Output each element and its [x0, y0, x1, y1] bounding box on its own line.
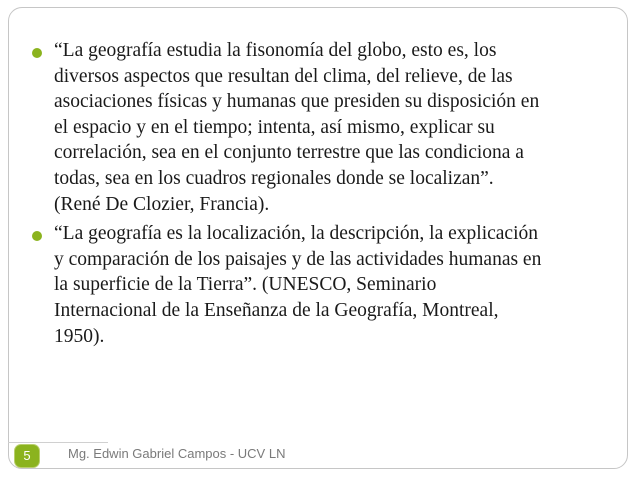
bullet-item-2	[30, 221, 620, 349]
bullet-text: “La geografía estudia la fisonomía del globo, esto es, los diversos aspectos que resultan del clima, del relieve, de las asociaciones físicas y humanas que presiden su disposición en el espacio y en el tiempo; intenta, así mismo, explicar su correlación, sea en el conjunto terrestre que las condiciona a todas, sea en los cuadros regionales donde se localizan”. (René De Clozier, Francia).	[54, 40, 540, 215]
page-number-badge: 5	[14, 444, 40, 468]
bullet-text: “La geografía es la localización, la descripción, la explicación y comparación de los paisajes y de las actividades humanas en la superficie de la Tierra”. (UNESCO, Seminario Internacional de la Enseñanza de la Geografía, Montreal, 1950).	[54, 223, 542, 347]
bullet-dot-icon	[32, 231, 42, 241]
footer-author: Mg. Edwin Gabriel Campos - UCV LN	[68, 446, 286, 461]
bullet-item-1	[30, 38, 620, 217]
footer-divider	[8, 442, 108, 443]
bullet-dot-icon	[32, 48, 42, 58]
slide-content	[30, 38, 620, 353]
